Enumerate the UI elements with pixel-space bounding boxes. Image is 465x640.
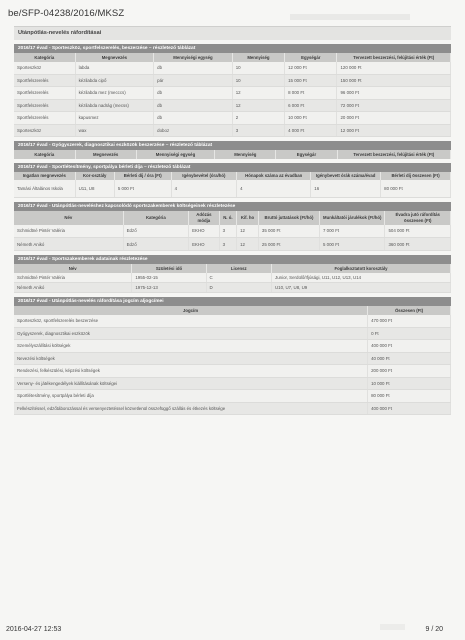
table-cell: 8 000 Ft xyxy=(285,87,337,100)
faded-footer-text xyxy=(380,624,405,630)
column-header: Egységár xyxy=(285,53,337,62)
table-cell: EKHO xyxy=(189,238,220,251)
column-header: Foglalkoztatott korosztály xyxy=(272,264,451,273)
table-cell: 72 000 Ft xyxy=(337,99,451,112)
table-cell: 12 xyxy=(232,87,284,100)
table-cell: 5 000 Ft xyxy=(114,180,171,197)
table-cell: 96 000 Ft xyxy=(337,87,451,100)
table-cell: 400 000 Ft xyxy=(368,402,451,415)
table-cell: labda xyxy=(75,62,154,75)
table-cell: Edző xyxy=(123,225,188,238)
table-cell: Verseny- és játékengedélyek kiállításának költségei xyxy=(14,377,368,390)
section-summary xyxy=(14,297,451,415)
medical-table xyxy=(14,150,451,159)
table-cell: 12 xyxy=(237,238,259,251)
table-row xyxy=(14,315,451,328)
table-cell: 12 000 Ft xyxy=(337,124,451,137)
table-row xyxy=(14,402,451,415)
column-header: Megnevezés xyxy=(75,53,154,62)
column-header: Tervezett beszerzési, felújítási érték (Ft) xyxy=(337,150,451,159)
column-header: N. ó. xyxy=(219,211,236,225)
column-header: Kategória xyxy=(14,53,75,62)
table-cell: 6 000 Ft xyxy=(285,99,337,112)
table-cell: db xyxy=(154,112,233,125)
table-cell: 3 xyxy=(219,225,236,238)
column-header: Mennyiségi egység xyxy=(154,53,233,62)
main-title: Utánpótlás-nevelés ráfordításai xyxy=(14,26,451,40)
table-cell: 400 000 Ft xyxy=(368,340,451,353)
column-header: Tervezett beszerzési, felújítási érték (Ft) xyxy=(337,53,451,62)
table-row xyxy=(14,74,451,87)
table-header-row xyxy=(14,150,451,159)
table-cell: 3 xyxy=(232,124,284,137)
column-header: Mennyiség xyxy=(232,53,284,62)
column-header: Összesen (Ft) xyxy=(368,306,451,315)
table-cell: U10, U7, U8, U9 xyxy=(272,283,451,293)
table-header-row xyxy=(14,53,451,62)
column-header: Kor-osztály xyxy=(75,172,114,181)
table-cell: Schmidtné Pintér Valéria xyxy=(14,225,123,238)
table-cell: kézilabda nadrág (mecss) xyxy=(75,99,154,112)
table-header-row xyxy=(14,264,451,273)
table-cell: EKHO xyxy=(189,225,220,238)
column-header: Bérleti díj összesen (Ft) xyxy=(381,172,451,181)
column-header: Hónapok száma az évadban xyxy=(237,172,311,181)
column-header: Munkáltatói járulékok (Ft/hó) xyxy=(320,211,385,225)
table-cell: wax xyxy=(75,124,154,137)
section-medical xyxy=(14,141,451,159)
table-cell: Nevezési költségek xyxy=(14,352,368,365)
experts-table xyxy=(14,211,451,252)
table-row xyxy=(14,87,451,100)
table-cell: db xyxy=(154,62,233,75)
section-title: 2016/17 évad - Sporteszköz, sportfelszerelés, beszerzése – részletező táblázat xyxy=(14,44,451,53)
column-header: Kategória xyxy=(14,150,75,159)
column-header: Jogcím xyxy=(14,306,368,315)
table-cell: 35 000 Ft xyxy=(258,225,319,238)
table-cell: 504 000 Ft xyxy=(385,225,451,238)
table-cell: 1975-12-13 xyxy=(132,283,206,293)
page-footer xyxy=(0,620,465,640)
table-cell: 10 xyxy=(232,62,284,75)
document-sheet xyxy=(14,26,451,415)
table-cell: Sportfelszerelés xyxy=(14,112,75,125)
table-row xyxy=(14,273,451,283)
table-cell: 12 xyxy=(237,225,259,238)
table-cell: Sporteszköz, sportfelszerelés beszerzése xyxy=(14,315,368,328)
table-row xyxy=(14,225,451,238)
column-header: Egységár xyxy=(276,150,337,159)
table-cell: Rendezési, felkészülési, képzési költségek xyxy=(14,365,368,378)
table-cell: 0 Ft xyxy=(368,327,451,340)
table-cell: Sportlétesítmény, sportpálya bérleti díja xyxy=(14,390,368,403)
table-header-row xyxy=(14,306,451,315)
table-cell: db xyxy=(154,87,233,100)
table-cell: Edző xyxy=(123,238,188,251)
column-header: Bruttó juttatások (Ft/hó) xyxy=(258,211,319,225)
table-cell: kapusmez xyxy=(75,112,154,125)
print-timestamp: 2016-04-27 12:53 xyxy=(6,626,62,633)
table-cell: 360 000 Ft xyxy=(385,238,451,251)
section-expert-details xyxy=(14,255,451,293)
column-header: Ingatlan megnevezés xyxy=(14,172,75,181)
table-cell: 150 000 Ft xyxy=(337,74,451,87)
table-cell: Sporteszköz xyxy=(14,62,75,75)
table-cell: C xyxy=(206,273,271,283)
page-number: 9 / 20 xyxy=(425,626,443,633)
table-cell: kézilabda mez (mecccs) xyxy=(75,87,154,100)
expert-details-table xyxy=(14,264,451,293)
column-header: Név xyxy=(14,264,132,273)
section-title: 2016/17 évad - Sportlétesítmény, sportpálya bérleti díja – részletező táblázat xyxy=(14,163,451,172)
table-cell: 20 000 Ft xyxy=(337,112,451,125)
section-sport-equipment xyxy=(14,44,451,137)
table-cell: Tamási Általános Iskola xyxy=(14,180,75,197)
table-cell: 12 xyxy=(232,99,284,112)
table-row xyxy=(14,340,451,353)
table-row xyxy=(14,283,451,293)
table-row xyxy=(14,390,451,403)
table-cell: 120 000 Ft xyxy=(337,62,451,75)
table-cell: 4 xyxy=(171,180,236,197)
table-row xyxy=(14,112,451,125)
table-cell: D xyxy=(206,283,271,293)
table-cell: Sportfelszerelés xyxy=(14,99,75,112)
section-title: 2016/17 évad - Sportszakemberek adatainak részletezése xyxy=(14,255,451,264)
table-cell: 5 000 Ft xyxy=(320,238,385,251)
table-cell: Németh Anikó xyxy=(14,283,132,293)
table-row xyxy=(14,99,451,112)
section-title: 2016/17 évad - Utánpótlás-neveléshez kapcsolódó sportszakemberek költségeinek részletezése xyxy=(14,202,451,211)
table-cell: 25 000 Ft xyxy=(258,238,319,251)
table-cell: 16 xyxy=(311,180,381,197)
column-header: Igénybevétel (óra/hó) xyxy=(171,172,236,181)
section-title: 2016/17 évad - Utánpótlás-nevelés ráfordítása jogcím aljogcímei xyxy=(14,297,451,306)
table-header-row xyxy=(14,211,451,225)
column-header: Név xyxy=(14,211,123,225)
table-cell: doboz xyxy=(154,124,233,137)
table-cell: Sportfelszerelés xyxy=(14,74,75,87)
table-cell: 470 000 Ft xyxy=(368,315,451,328)
table-cell: Felkészítéssel, edzőtáborozással és versenyeztetéssel közvetlenül összefüggő szállás és étkezés költsége xyxy=(14,402,368,415)
table-cell: U11, U8 xyxy=(75,180,114,197)
table-cell: Schmidtné Pintér Valéria xyxy=(14,273,132,283)
column-header: Mennyiség xyxy=(215,150,276,159)
column-header: Kategória xyxy=(123,211,188,225)
table-cell: 10 000 Ft xyxy=(285,112,337,125)
summary-table xyxy=(14,306,451,415)
table-cell: Gyógyszerek, diagnosztikai eszközök xyxy=(14,327,368,340)
table-cell: 80 000 Ft xyxy=(381,180,451,197)
facility-table xyxy=(14,172,451,198)
column-header: Évadra jutó ráfordítás összesen (Ft) xyxy=(385,211,451,225)
table-cell: pár xyxy=(154,74,233,87)
section-experts xyxy=(14,202,451,252)
table-cell: Személyszállítási költségek xyxy=(14,340,368,353)
table-cell: Sporteszköz xyxy=(14,124,75,137)
table-row xyxy=(14,62,451,75)
doc-id: be/SFP-04238/2016/MKSZ xyxy=(8,8,125,19)
table-cell: 40 000 Ft xyxy=(368,352,451,365)
column-header: Licensz xyxy=(206,264,271,273)
table-cell: 4 000 Ft xyxy=(285,124,337,137)
table-cell: 4 xyxy=(237,180,311,197)
table-cell: 200 000 Ft xyxy=(368,365,451,378)
table-cell: Junior, Serdülő/Ifjúsági, U11, U12, U13, U14 xyxy=(272,273,451,283)
table-cell: kézilabda cipő xyxy=(75,74,154,87)
table-cell: 3 xyxy=(219,238,236,251)
sport-equipment-table xyxy=(14,53,451,137)
table-cell: 2 xyxy=(232,112,284,125)
table-row xyxy=(14,238,451,251)
faded-header-text xyxy=(290,14,410,20)
table-row xyxy=(14,377,451,390)
table-row xyxy=(14,180,451,197)
column-header: Megnevezés xyxy=(75,150,136,159)
column-header: Mennyiségi egység xyxy=(136,150,215,159)
table-row xyxy=(14,327,451,340)
table-row xyxy=(14,365,451,378)
table-header-row xyxy=(14,172,451,181)
table-cell: 7 000 Ft xyxy=(320,225,385,238)
table-row xyxy=(14,352,451,365)
table-cell: 80 000 Ft xyxy=(368,390,451,403)
table-cell: Németh Anikó xyxy=(14,238,123,251)
column-header: Születési idő xyxy=(132,264,206,273)
section-facility xyxy=(14,163,451,198)
table-cell: 1955-02-15 xyxy=(132,273,206,283)
table-cell: db xyxy=(154,99,233,112)
table-cell: 10 000 Ft xyxy=(368,377,451,390)
table-cell: Sportfelszerelés xyxy=(14,87,75,100)
column-header: Adózás módja xyxy=(189,211,220,225)
column-header: Bérleti díj / óra (Ft) xyxy=(114,172,171,181)
section-title: 2016/17 évad - Gyógyszerek, diagnosztikai eszközök beszerzése – részletező táblázat xyxy=(14,141,451,150)
table-cell: 10 xyxy=(232,74,284,87)
column-header: Igénybevett órák száma/évad xyxy=(311,172,381,181)
table-row xyxy=(14,124,451,137)
table-cell: 15 000 Ft xyxy=(285,74,337,87)
column-header: Kif. ho xyxy=(237,211,259,225)
table-cell: 12 000 Ft xyxy=(285,62,337,75)
